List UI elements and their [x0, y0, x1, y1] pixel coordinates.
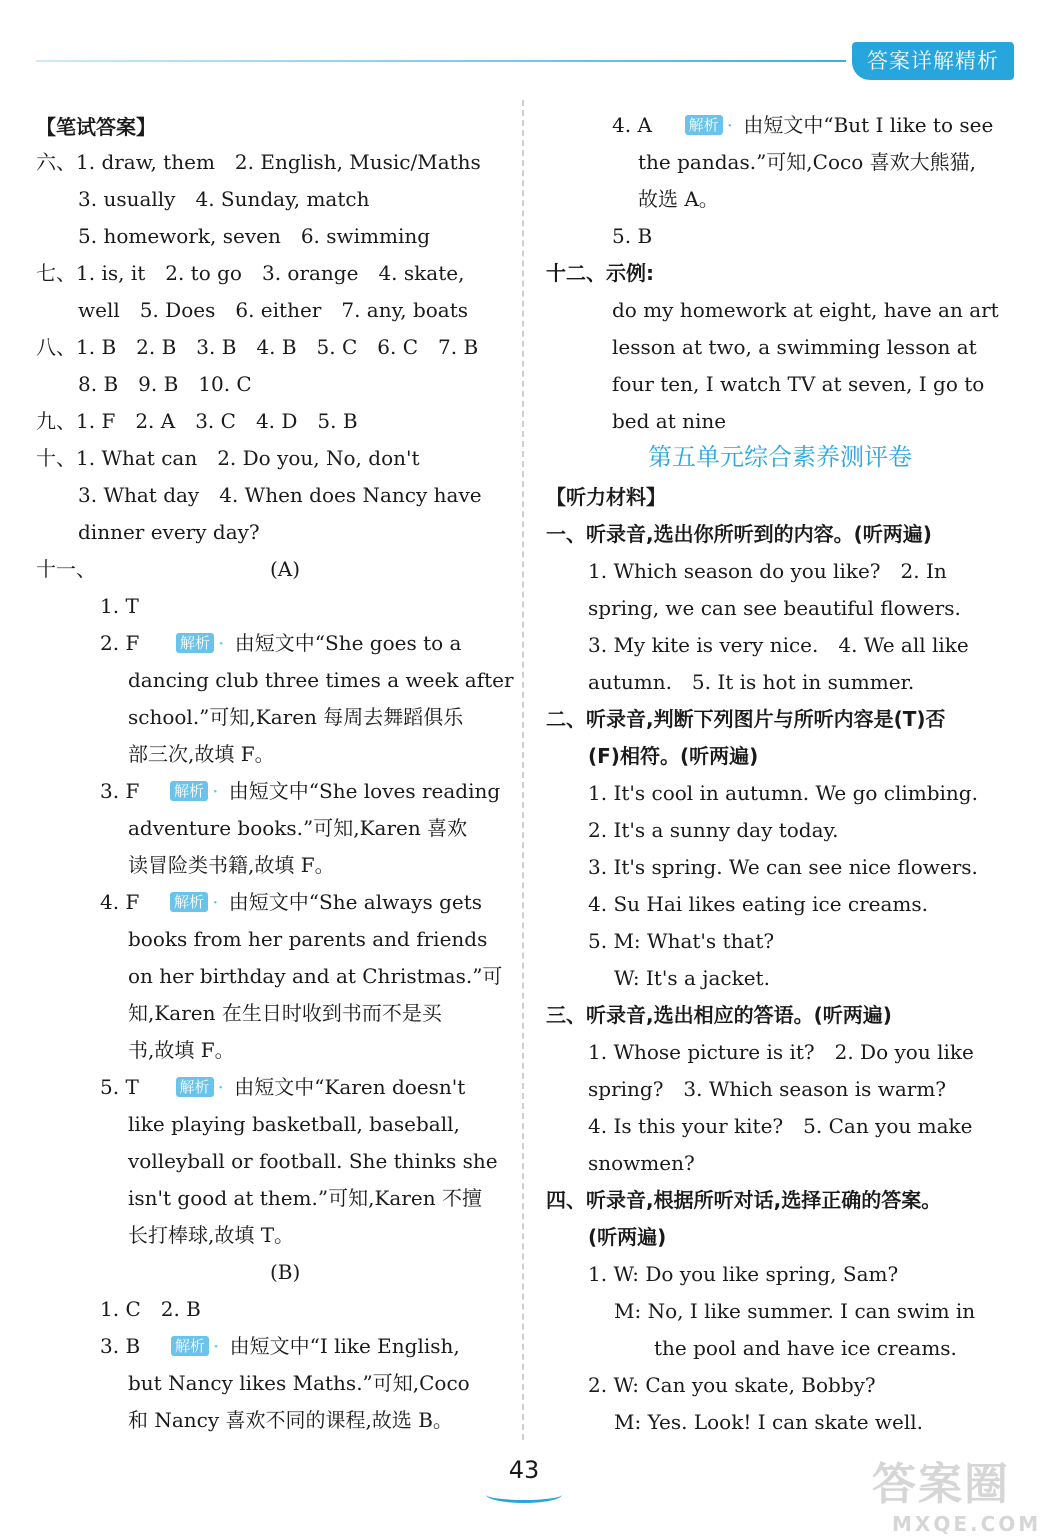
section-label: 二、听录音,判断下列图片与所听内容是(T)否: [546, 707, 946, 731]
answer-line: dinner every day?: [78, 520, 260, 544]
watermark-logo: [872, 1448, 1042, 1536]
answer-line: 5. B: [612, 224, 653, 248]
script-line: 2. W: Can you skate, Bobby?: [588, 1373, 876, 1397]
unit-test-title: 第五单元综合素养测评卷: [648, 443, 912, 471]
script-line: M: No, I like summer. I can swim in: [614, 1299, 976, 1323]
tag-dot: ·: [212, 1334, 220, 1358]
tag-dot: ·: [212, 779, 219, 803]
analysis-line: 书,故填 F。: [128, 1038, 235, 1062]
answer-line: 1. T: [100, 594, 139, 618]
answer-key: 4. A: [612, 113, 652, 137]
answer-key: 2. F: [100, 631, 140, 655]
answer-key: 3. B: [100, 1334, 141, 1358]
analysis-line: volleyball or football. She thinks she: [128, 1149, 498, 1173]
analysis-line: 和 Nancy 喜欢不同的课程,故选 B。: [128, 1408, 453, 1432]
page-number: 43: [508, 1456, 540, 1484]
script-line: spring? 3. Which season is warm?: [588, 1077, 947, 1101]
column-divider: [522, 100, 524, 1440]
answer-item: [612, 110, 993, 140]
section-label: 一、听录音,选出你所听到的内容。(听两遍): [546, 522, 932, 546]
answer-line: 十、1. What can 2. Do you, No, don't: [36, 446, 420, 470]
answer-line: 1. C 2. B: [100, 1297, 201, 1321]
script-line: 2. It's a sunny day today.: [588, 818, 839, 842]
sample-line: four ten, I watch TV at seven, I go to: [612, 372, 985, 396]
answer-line: 六、1. draw, them 2. English, Music/Maths: [36, 150, 481, 174]
header-rule: [36, 60, 846, 62]
answer-line: 5. homework, seven 6. swimming: [78, 224, 431, 248]
analysis-line: 长打棒球,故填 T。: [128, 1223, 295, 1247]
script-line: W: It's a jacket.: [614, 966, 770, 990]
analysis-line: 部三次,故填 F。: [128, 742, 275, 766]
section-label: 十二、示例:: [546, 261, 654, 285]
written-answers-heading: 【笔试答案】: [36, 115, 156, 139]
part-label: (B): [270, 1260, 301, 1284]
analysis-line: like playing basketball, baseball,: [128, 1112, 460, 1136]
analysis-tag: 解析: [170, 892, 208, 912]
section-label: 十一、: [36, 557, 96, 581]
section-label-cont: (听两遍): [588, 1225, 667, 1249]
answer-line: 九、1. F 2. A 3. C 4. D 5. B: [36, 409, 358, 433]
script-line: autumn. 5. It is hot in summer.: [588, 670, 915, 694]
script-line: 4. Is this your kite? 5. Can you make: [588, 1114, 973, 1138]
sample-line: do my homework at eight, have an art: [612, 298, 999, 322]
script-line: 1. Whose picture is it? 2. Do you like: [588, 1040, 974, 1064]
analysis-text: 由短文中“She always gets: [228, 890, 483, 914]
script-line: the pool and have ice creams.: [654, 1336, 957, 1360]
answer-line: 八、1. B 2. B 3. B 4. B 5. C 6. C 7. B: [36, 335, 479, 359]
script-line: 4. Su Hai likes eating ice creams.: [588, 892, 928, 916]
header-badge: 答案详解精析: [852, 42, 1014, 80]
part-label: (A): [270, 557, 301, 581]
analysis-text: 由短文中“Karen doesn't: [234, 1075, 466, 1099]
answer-key: 3. F: [100, 779, 140, 803]
analysis-line: the pandas.”可知,Coco 喜欢大熊猫,: [638, 150, 976, 174]
sample-line: bed at nine: [612, 409, 727, 433]
watermark-text: 答案圈: [872, 1459, 1010, 1510]
section-label-cont: (F)相符。(听两遍): [588, 744, 759, 768]
analysis-line: 知,Karen 在生日时收到书而不是买: [128, 1001, 442, 1025]
analysis-tag: 解析: [170, 781, 208, 801]
answer-line: 七、1. is, it 2. to go 3. orange 4. skate,: [36, 261, 465, 285]
section-label: 三、听录音,选出相应的答语。(听两遍): [546, 1003, 892, 1027]
tag-dot: ·: [218, 631, 225, 655]
analysis-line: but Nancy likes Maths.”可知,Coco: [128, 1371, 470, 1395]
script-line: spring, we can see beautiful flowers.: [588, 596, 961, 620]
analysis-text: 由短文中“She goes to a: [234, 631, 462, 655]
analysis-line: 故选 A。: [638, 187, 719, 211]
tag-dot: ·: [726, 113, 733, 137]
analysis-line: school.”可知,Karen 每周去舞蹈俱乐: [128, 705, 464, 729]
analysis-tag: 解析: [171, 1336, 209, 1356]
analysis-tag: 解析: [176, 1077, 214, 1097]
answer-line: well 5. Does 6. either 7. any, boats: [78, 298, 469, 322]
listening-heading: 【听力材料】: [546, 485, 666, 509]
analysis-line: dancing club three times a week after: [128, 668, 514, 692]
analysis-line: 读冒险类书籍,故填 F。: [128, 853, 335, 877]
script-line: M: Yes. Look! I can skate well.: [614, 1410, 923, 1434]
answer-line: 3. What day 4. When does Nancy have: [78, 483, 482, 507]
answer-item: [100, 1072, 465, 1102]
analysis-line: on her birthday and at Christmas.”可: [128, 964, 503, 988]
script-line: 1. It's cool in autumn. We go climbing.: [588, 781, 978, 805]
script-line: 3. My kite is very nice. 4. We all like: [588, 633, 969, 657]
answer-item: [100, 628, 461, 658]
tag-dot: ·: [212, 890, 219, 914]
script-line: 3. It's spring. We can see nice flowers.: [588, 855, 978, 879]
analysis-line: books from her parents and friends: [128, 927, 488, 951]
script-line: 1. W: Do you like spring, Sam?: [588, 1262, 899, 1286]
answer-line: 8. B 9. B 10. C: [78, 372, 252, 396]
page-number-swoosh: [486, 1486, 562, 1503]
answer-item: [100, 1331, 460, 1361]
sample-line: lesson at two, a swimming lesson at: [612, 335, 977, 359]
answer-line: 3. usually 4. Sunday, match: [78, 187, 370, 211]
script-line: 5. M: What's that?: [588, 929, 775, 953]
analysis-tag: 解析: [685, 115, 723, 135]
watermark-url: MXQE.COM: [892, 1512, 1042, 1536]
analysis-text: 由短文中“She loves reading: [228, 779, 501, 803]
answer-item: [100, 776, 500, 806]
script-line: snowmen?: [588, 1151, 695, 1175]
answer-key: 4. F: [100, 890, 140, 914]
analysis-line: isn't good at them.”可知,Karen 不擅: [128, 1186, 482, 1210]
answer-key: 5. T: [100, 1075, 139, 1099]
analysis-tag: 解析: [176, 633, 214, 653]
analysis-text: 由短文中“But I like to see: [743, 113, 994, 137]
answer-item: [100, 887, 482, 917]
script-line: 1. Which season do you like? 2. In: [588, 559, 947, 583]
tag-dot: ·: [217, 1075, 224, 1099]
analysis-text: 由短文中“I like English,: [229, 1334, 460, 1358]
analysis-line: adventure books.”可知,Karen 喜欢: [128, 816, 468, 840]
section-label: 四、听录音,根据所听对话,选择正确的答案。: [546, 1188, 942, 1212]
